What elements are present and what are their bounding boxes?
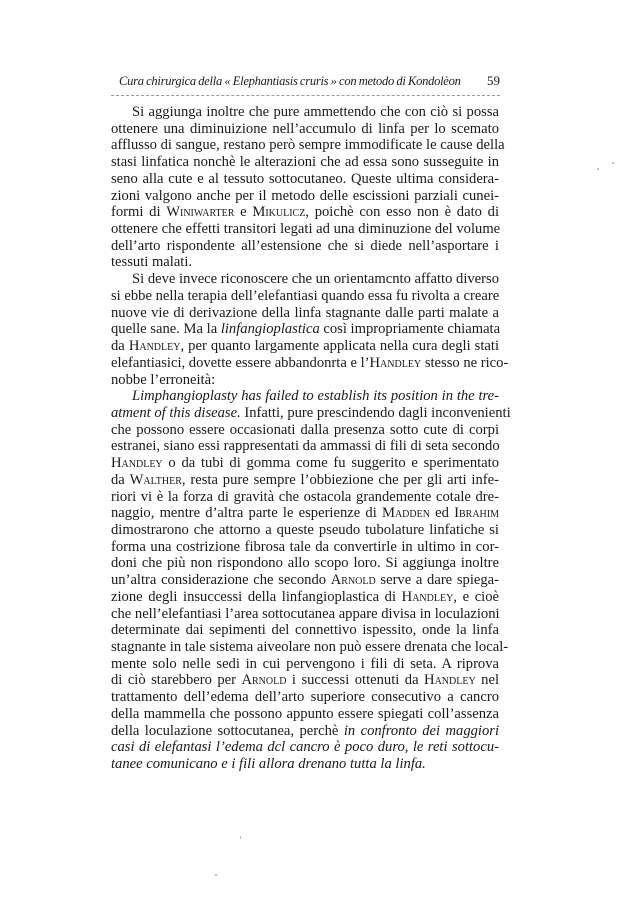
text-segment: Si aggiunga inoltre che pure ammettendo che con ciò si possa (132, 104, 499, 120)
text-line (111, 689, 499, 706)
text-segment: o da tubi di gomma come fu suggerito e sperimentato (162, 455, 499, 472)
text-segment: determinate dai sepimenti del connettivo ispessito, onde la linfa (111, 622, 499, 639)
text-line (111, 271, 499, 288)
text-line (111, 656, 499, 673)
text-segment: afflusso di sangue, restano però sempre immodificate le cause della (111, 137, 505, 154)
text-line (111, 254, 499, 271)
text-line (111, 288, 499, 305)
scan-speck (240, 836, 241, 839)
text-segment: stagnante in tale sistema aiveolare non può essere drenata che local- (111, 639, 509, 655)
text-line (111, 388, 499, 405)
running-header (111, 73, 500, 91)
text-segment: quelle sane. Ma la (111, 321, 221, 338)
italic-text: in confronto dei maggiori (343, 722, 499, 739)
text-segment: ed (429, 505, 455, 522)
text-line (111, 589, 499, 606)
text-segment: e (234, 204, 253, 221)
text-line (111, 489, 499, 506)
text-line (111, 505, 499, 522)
text-line (111, 739, 499, 756)
text-segment: doni che più non rispondono allo scopo loro. Si aggiunga inoltre (111, 555, 499, 572)
text-line (111, 238, 499, 255)
text-segment: trattamento dell’edema dell’arto superiore consecutivo a cancro (111, 689, 499, 706)
author-name: Arnold (241, 672, 287, 689)
text-line (111, 723, 499, 740)
text-segment: , per quanto largamente applicata nella cura degli stati (180, 338, 499, 355)
text-segment: ottenere una diminuizione nell’accumulo di linfa per lo scemato (111, 120, 499, 137)
italic-text: casi di elefantasi l’edema dcl cancro è poco duro, le reti sottocu- (111, 739, 499, 756)
author-name: Handley (424, 672, 476, 689)
text-segment: stasi linfatica nonchè le alterazioni che ad essa sono susseguite in (111, 154, 499, 171)
author-name: Handley (401, 588, 454, 605)
text-line (111, 706, 499, 723)
text-line (111, 522, 499, 539)
text-segment: i successi ottenuti da (286, 672, 425, 689)
text-line (111, 338, 499, 355)
text-segment: zione degli insuccessi della linfangioplastica di (111, 588, 402, 605)
text-segment: riori vi è la forza di gravità che ostacola grandemente cotale dre- (111, 488, 499, 505)
scan-speck (215, 874, 217, 876)
text-segment: zioni valgono anche per il metodo delle escissioni parziali cunei- (111, 187, 499, 204)
text-line (111, 354, 509, 372)
author-name: Winiwarter (166, 204, 235, 221)
text-segment: seno alla cute e al tessuto sottocutaneo. Queste ultima considera- (111, 170, 499, 187)
text-segment: si ebbe nella terapia dell’elefantiasi quando essa fu rivolta a creare (111, 287, 500, 304)
author-name: Handley (369, 354, 422, 371)
text-segment: Si deve invece riconoscere che un orientamcnto affatto diverso (132, 271, 499, 288)
text-line (111, 672, 499, 689)
author-name: Mikulicz (252, 204, 306, 221)
text-line (111, 305, 499, 322)
text-line (111, 121, 499, 138)
italic-text: linfangioplastica (220, 321, 320, 338)
text-line (111, 188, 499, 205)
text-segment: serve a dare spiega- (375, 572, 499, 589)
text-segment: della mammella che possono appunto essere spiegati coll’assenza (111, 705, 499, 722)
text-line (111, 321, 499, 338)
text-segment: , resta pure sempre l’obbiezione che per gli arti infe- (181, 471, 499, 488)
header-rule (111, 95, 500, 96)
text-segment: elefantiasici, dovette essere abbandonrta e l’ (111, 354, 370, 371)
text-line (111, 555, 499, 572)
running-title: Cura chirurgica della « Elephantiasis cruris » con metodo di Kondolèon (119, 74, 461, 88)
italic-text: atment of this disease. (111, 404, 241, 421)
scan-speck (597, 168, 599, 170)
text-line (111, 422, 499, 439)
text-line (111, 572, 499, 589)
text-segment: da (111, 471, 130, 488)
text-line (111, 639, 509, 656)
text-line (111, 137, 505, 154)
page-number: 59 (487, 73, 500, 88)
author-name: Walther (129, 471, 182, 488)
text-segment: nuove vie di derivazione della linfa stagnante dalle parti malate a (111, 304, 499, 321)
text-line (111, 438, 499, 455)
author-name: Arnold (330, 572, 376, 589)
italic-text: Limphangioplasty has failed to establish its position in the tre- (132, 388, 499, 405)
text-line (111, 204, 499, 221)
scan-speck (612, 162, 614, 164)
text-line (111, 606, 499, 623)
text-segment: un’altra considerazione che secondo (111, 572, 331, 589)
text-segment: che possono essere occasionati dalla presenza sotto cute di corpi (111, 421, 499, 438)
text-line (111, 154, 499, 171)
text-line (111, 455, 499, 472)
text-segment: naggio, mentre d’altra parte le esperienze di (111, 505, 382, 522)
text-segment: formi di (111, 204, 167, 221)
text-segment: nobbe l’erroneità: (111, 371, 216, 388)
text-segment: forma una costrizione fibrosa tale da convertirle in ultimo in cor- (111, 538, 499, 555)
text-line (111, 372, 499, 389)
text-segment: , poichè con esso non è dato di (305, 204, 499, 221)
text-line (111, 756, 499, 773)
text-line (111, 472, 499, 489)
text-segment: dell’arto rispondente all’estensione che si diede nell’asportare i (111, 237, 499, 254)
text-segment: di ciò starebbero per (111, 672, 242, 689)
text-segment: dimostrarono che attorno a queste pseudo tubolature linfatiche si (111, 521, 499, 538)
text-segment: della loculazione sottocutanea, perchè (111, 722, 344, 739)
text-line (111, 104, 499, 121)
text-segment: estranei, siano essi rappresentati da ammassi di fili di seta secondo (111, 438, 500, 455)
text-segment: nel (475, 672, 500, 689)
text-segment: che nell’elefantiasi l’area sottocutanea appare divisa in loculazioni (111, 605, 500, 622)
author-name: Madden (381, 505, 430, 522)
text-segment: mente solo nelle sedi in cui pervengono i fili di seta. A riprova (111, 655, 499, 672)
text-segment: ottenere che effetti transitori legati ad una diminuzione del volume (111, 221, 501, 238)
text-segment: Infatti, pure prescindendo dagli inconvenienti (240, 404, 511, 421)
text-segment: , e cioè (453, 588, 500, 605)
text-line (111, 622, 499, 639)
text-segment: da (111, 338, 129, 355)
author-name: Handley (128, 338, 181, 355)
text-segment: tessuti malati. (111, 254, 193, 271)
author-name: Ibrahim (454, 505, 499, 522)
text-line (111, 221, 499, 238)
italic-text: tanee comunicano e i fili allora drenano tutta la linfa. (111, 756, 426, 773)
text-segment: così impropriamente chiamata (319, 321, 501, 338)
text-segment: stesso ne rico- (421, 354, 509, 371)
text-line (111, 171, 499, 188)
text-line (111, 539, 499, 556)
author-name: Handley (111, 455, 163, 472)
body-text (111, 104, 511, 773)
text-line (111, 404, 511, 422)
